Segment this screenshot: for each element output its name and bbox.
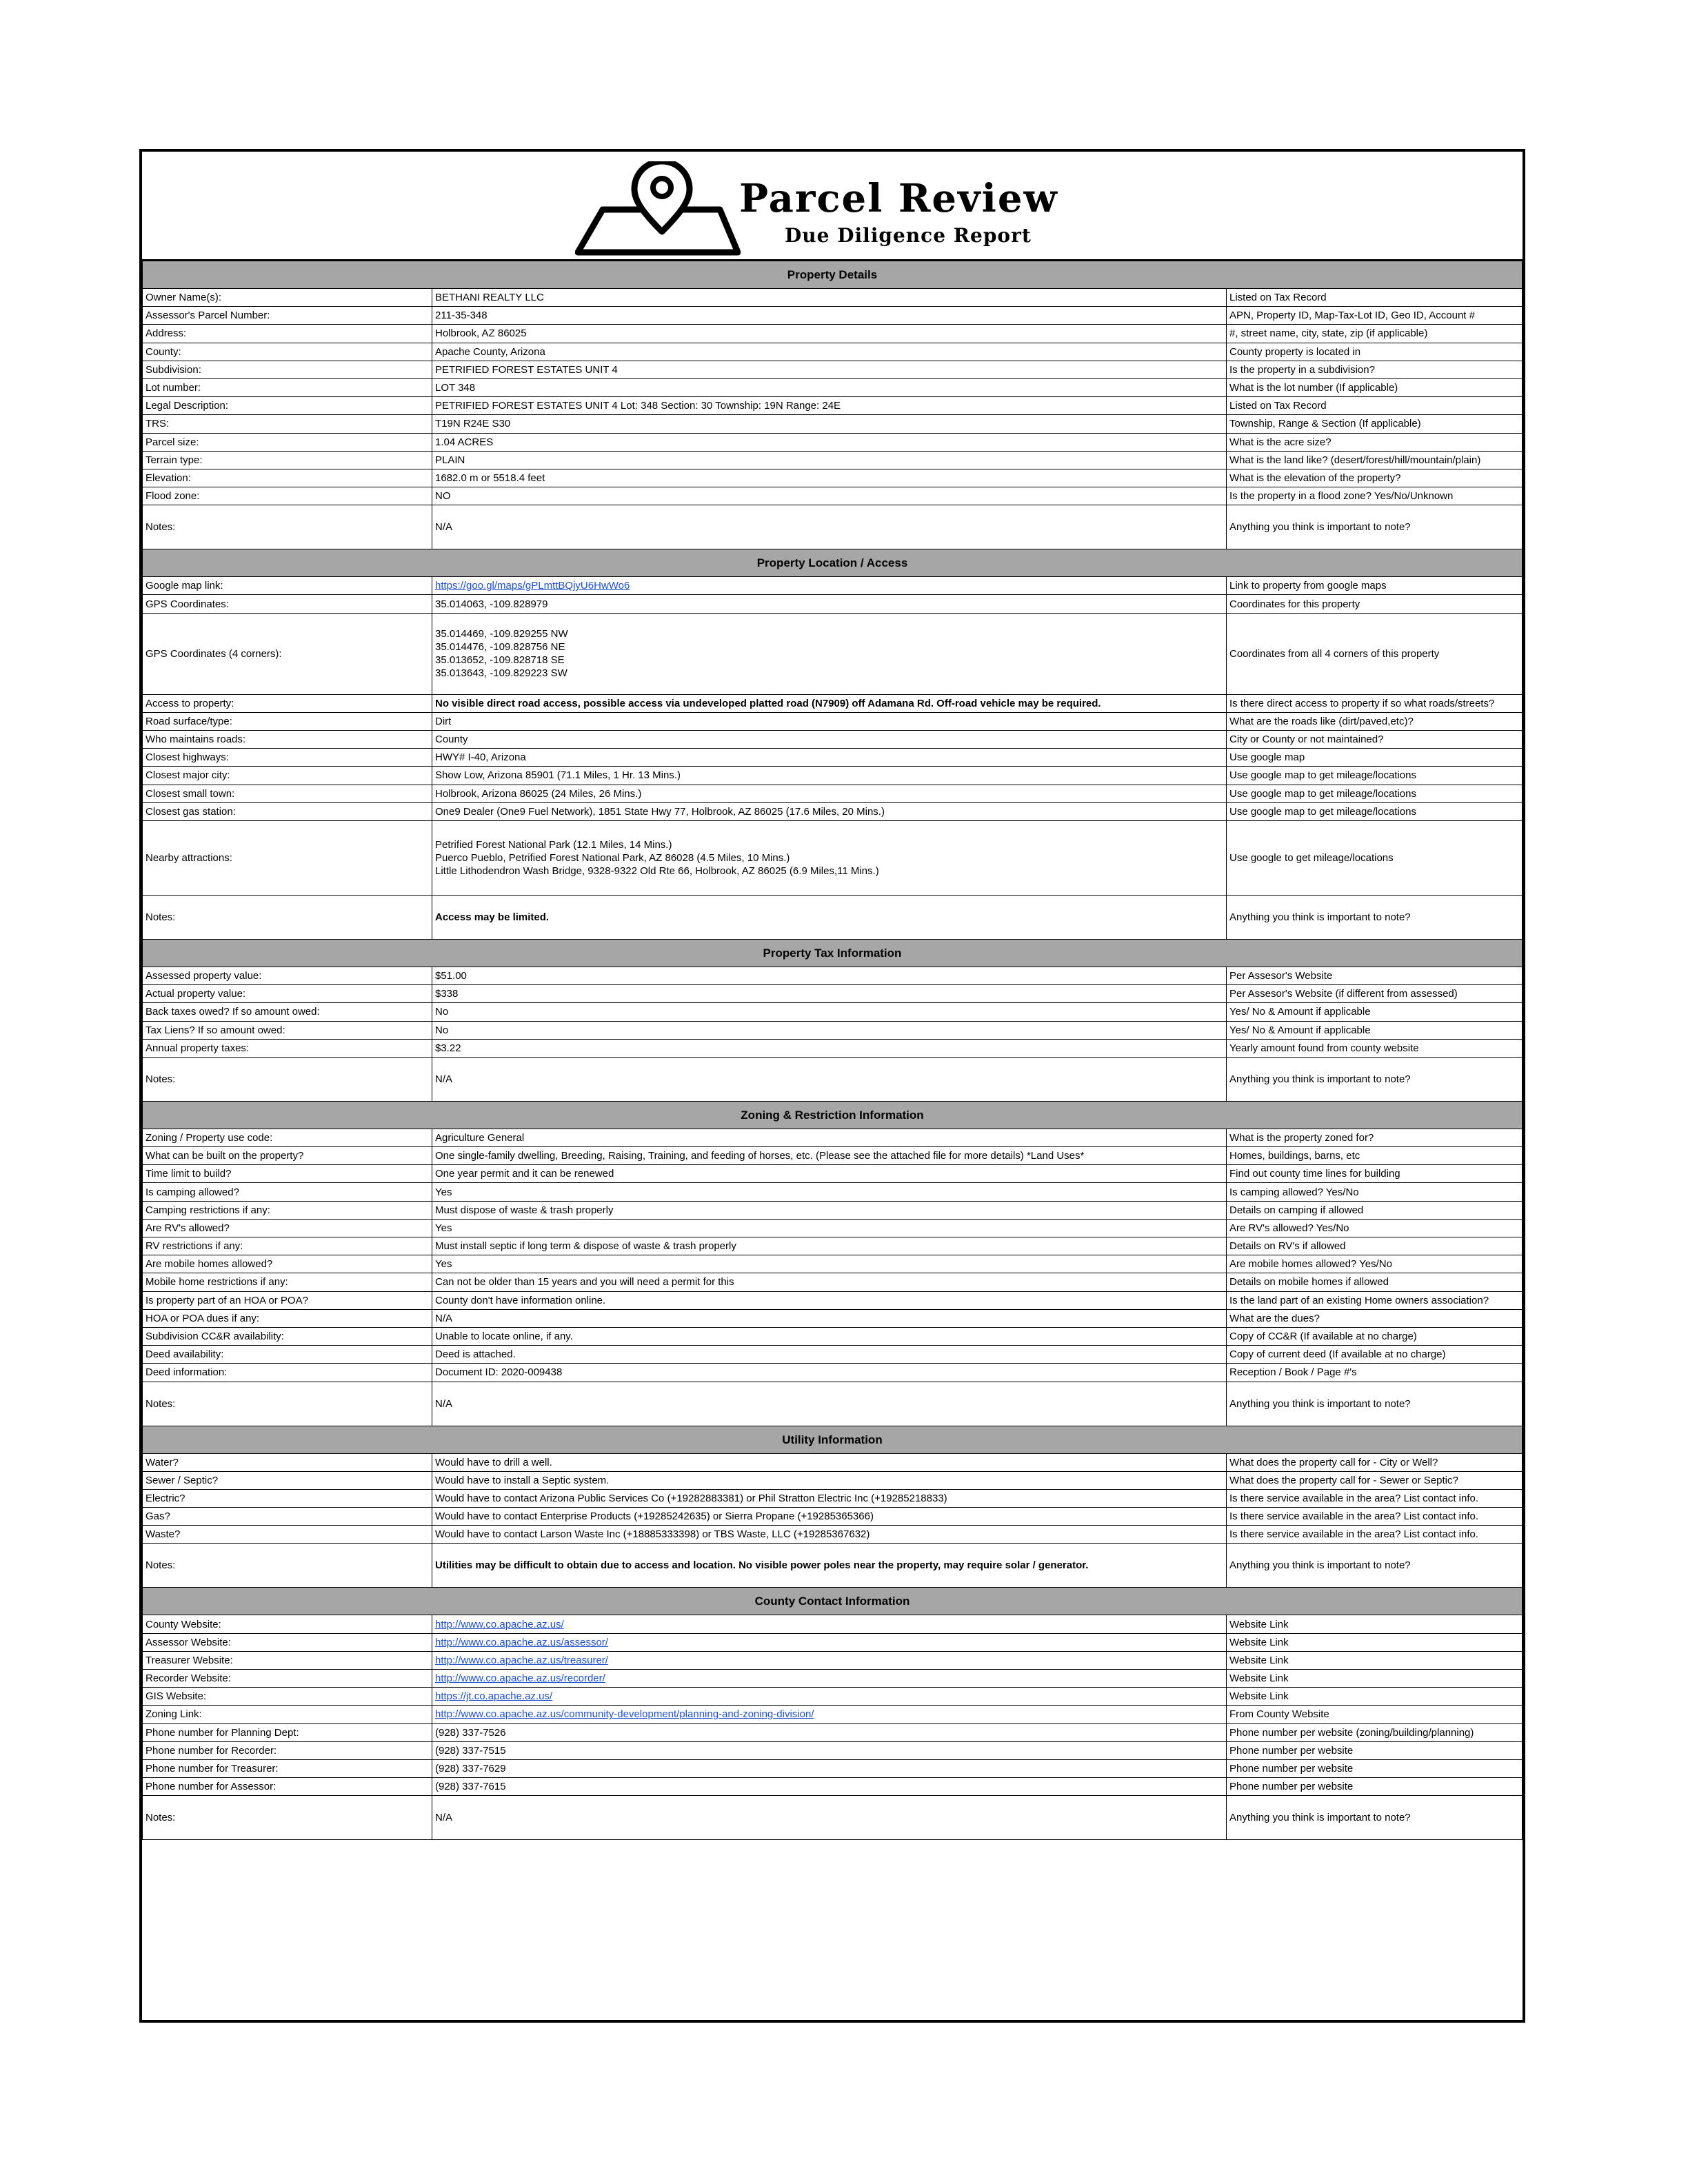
row-hint: Coordinates for this property <box>1227 595 1523 613</box>
map-pin-icon <box>575 161 741 258</box>
row-label: Who maintains roads: <box>143 731 432 749</box>
section-header <box>143 1426 1523 1453</box>
table-row <box>143 307 1523 325</box>
row-label: Phone number for Recorder: <box>143 1741 432 1759</box>
table-row <box>143 967 1523 984</box>
row-label: Lot number: <box>143 378 432 396</box>
table-row <box>143 1021 1523 1039</box>
row-label: Are RV's allowed? <box>143 1219 432 1237</box>
row-hint: Use google map to get mileage/locations <box>1227 767 1523 785</box>
row-value: No <box>432 1021 1227 1039</box>
table-row <box>143 1327 1523 1345</box>
table-row <box>143 895 1523 939</box>
row-label: RV restrictions if any: <box>143 1237 432 1255</box>
row-value: Can not be older than 15 years and you will need a permit for this <box>432 1273 1227 1291</box>
row-value: Yes <box>432 1183 1227 1201</box>
row-label: Owner Name(s): <box>143 289 432 307</box>
row-label: Waste? <box>143 1526 432 1544</box>
row-label: Is property part of an HOA or POA? <box>143 1291 432 1309</box>
brand-subtitle: Due Diligence Report <box>785 224 1032 247</box>
row-label: Actual property value: <box>143 985 432 1003</box>
table-row <box>143 1039 1523 1057</box>
row-label: Subdivision: <box>143 361 432 378</box>
row-hint: Per Assesor's Website (if different from assessed) <box>1227 985 1523 1003</box>
row-label: Flood zone: <box>143 487 432 505</box>
row-label: Treasurer Website: <box>143 1651 432 1669</box>
table-row <box>143 1544 1523 1588</box>
row-value: 35.014469, -109.829255 NW 35.014476, -109.828756 NE 35.013652, -109.828718 SE 35.013643, -109.829223 SW <box>432 613 1227 694</box>
row-hint: Phone number per website <box>1227 1741 1523 1759</box>
row-label: Tax Liens? If so amount owed: <box>143 1021 432 1039</box>
section-title: Zoning & Restriction Information <box>143 1101 1523 1129</box>
row-label: Notes: <box>143 895 432 939</box>
row-label: Annual property taxes: <box>143 1039 432 1057</box>
row-hint: Are mobile homes allowed? Yes/No <box>1227 1255 1523 1273</box>
row-value: Petrified Forest National Park (12.1 Miles, 14 Mins.) Puerco Pueblo, Petrified Forest National Park, AZ 86028 (4.5 Miles, 10 Mins.) Little Lithodendron Wash Bridge, 9328-9322 Old Rte 66, Holbrook, AZ 86025 (6.9 Miles,11 Mins.) <box>432 820 1227 895</box>
row-label: Notes: <box>143 1796 432 1840</box>
row-label: Closest small town: <box>143 785 432 802</box>
row-label: Assessor's Parcel Number: <box>143 307 432 325</box>
row-value-link[interactable]: https://jt.co.apache.az.us/ <box>435 1690 553 1703</box>
table-row <box>143 1273 1523 1291</box>
row-hint: Phone number per website <box>1227 1778 1523 1796</box>
table-row <box>143 1526 1523 1544</box>
row-hint: Find out county time lines for building <box>1227 1165 1523 1183</box>
row-hint: Anything you think is important to note? <box>1227 505 1523 549</box>
table-row <box>143 785 1523 802</box>
table-row <box>143 820 1523 895</box>
row-hint: Is there service available in the area? List contact info. <box>1227 1508 1523 1526</box>
row-label: Deed availability: <box>143 1346 432 1364</box>
row-value: Document ID: 2020-009438 <box>432 1364 1227 1382</box>
table-row <box>143 397 1523 415</box>
row-value: No <box>432 1003 1227 1021</box>
section-title: Property Tax Information <box>143 939 1523 967</box>
row-value: N/A <box>432 1382 1227 1426</box>
row-label: Gas? <box>143 1508 432 1526</box>
row-label: Back taxes owed? If so amount owed: <box>143 1003 432 1021</box>
row-hint: Is the land part of an existing Home owners association? <box>1227 1291 1523 1309</box>
row-hint: Yearly amount found from county website <box>1227 1039 1523 1057</box>
row-label: Nearby attractions: <box>143 820 432 895</box>
row-label: Phone number for Assessor: <box>143 1778 432 1796</box>
row-hint: Details on RV's if allowed <box>1227 1237 1523 1255</box>
row-label: Parcel size: <box>143 433 432 451</box>
row-label: Address: <box>143 325 432 343</box>
section-title: County Contact Information <box>143 1588 1523 1615</box>
row-value-link[interactable]: https://goo.gl/maps/gPLmttBQjyU6HwWo6 <box>435 580 630 592</box>
row-hint: Reception / Book / Page #'s <box>1227 1364 1523 1382</box>
table-row <box>143 1382 1523 1426</box>
row-hint: Website Link <box>1227 1615 1523 1633</box>
table-row <box>143 1057 1523 1101</box>
row-hint: Copy of CC&R (If available at no charge) <box>1227 1327 1523 1345</box>
row-hint: Copy of current deed (If available at no charge) <box>1227 1346 1523 1364</box>
row-value: Yes <box>432 1255 1227 1273</box>
row-value: County don't have information online. <box>432 1291 1227 1309</box>
row-hint: Is there direct access to property if so what roads/streets? <box>1227 694 1523 712</box>
row-label: Access to property: <box>143 694 432 712</box>
row-value: Show Low, Arizona 85901 (71.1 Miles, 1 Hr. 13 Mins.) <box>432 767 1227 785</box>
row-hint: Phone number per website (zoning/building/planning) <box>1227 1723 1523 1741</box>
table-row <box>143 1364 1523 1382</box>
row-label: Closest gas station: <box>143 802 432 820</box>
table-row <box>143 767 1523 785</box>
row-label: Closest major city: <box>143 767 432 785</box>
row-hint: Listed on Tax Record <box>1227 289 1523 307</box>
row-value: Would have to contact Enterprise Products (+19285242635) or Sierra Propane (+19285365366) <box>432 1508 1227 1526</box>
table-row <box>143 1489 1523 1507</box>
section-header <box>143 1101 1523 1129</box>
row-value-cell <box>432 1651 1227 1669</box>
row-value-cell <box>432 1688 1227 1706</box>
row-hint: What is the acre size? <box>1227 433 1523 451</box>
table-row <box>143 1741 1523 1759</box>
table-row <box>143 289 1523 307</box>
row-hint: APN, Property ID, Map-Tax-Lot ID, Geo ID, Account # <box>1227 307 1523 325</box>
section-header <box>143 261 1523 289</box>
row-value: (928) 337-7629 <box>432 1759 1227 1777</box>
row-hint: Is the property in a flood zone? Yes/No/Unknown <box>1227 487 1523 505</box>
row-hint: Are RV's allowed? Yes/No <box>1227 1219 1523 1237</box>
row-value: 211-35-348 <box>432 307 1227 325</box>
row-label: GIS Website: <box>143 1688 432 1706</box>
row-hint: Link to property from google maps <box>1227 577 1523 595</box>
row-label: GPS Coordinates: <box>143 595 432 613</box>
row-hint: What is the lot number (If applicable) <box>1227 378 1523 396</box>
row-label: HOA or POA dues if any: <box>143 1309 432 1327</box>
row-hint: Details on camping if allowed <box>1227 1201 1523 1219</box>
report-table <box>142 261 1523 1840</box>
row-hint: #, street name, city, state, zip (if applicable) <box>1227 325 1523 343</box>
table-row <box>143 505 1523 549</box>
table-row <box>143 694 1523 712</box>
row-label: Closest highways: <box>143 749 432 767</box>
row-value: Holbrook, Arizona 86025 (24 Miles, 26 Mins.) <box>432 785 1227 802</box>
table-row <box>143 1201 1523 1219</box>
row-value: PETRIFIED FOREST ESTATES UNIT 4 Lot: 348 Section: 30 Township: 19N Range: 24E <box>432 397 1227 415</box>
table-row <box>143 451 1523 469</box>
row-label: Are mobile homes allowed? <box>143 1255 432 1273</box>
table-row <box>143 1309 1523 1327</box>
row-value: $51.00 <box>432 967 1227 984</box>
table-row <box>143 325 1523 343</box>
table-row <box>143 985 1523 1003</box>
row-value: One9 Dealer (One9 Fuel Network), 1851 State Hwy 77, Holbrook, AZ 86025 (17.6 Miles, 20 Mins.) <box>432 802 1227 820</box>
row-label: Notes: <box>143 1382 432 1426</box>
row-label: Recorder Website: <box>143 1670 432 1688</box>
table-row <box>143 361 1523 378</box>
row-value-cell <box>432 1670 1227 1688</box>
row-value-link[interactable]: http://www.co.apache.az.us/community-development/planning-and-zoning-division/ <box>435 1708 814 1721</box>
row-hint: Phone number per website <box>1227 1759 1523 1777</box>
row-value: (928) 337-7526 <box>432 1723 1227 1741</box>
row-label: Google map link: <box>143 577 432 595</box>
row-hint: What is the land like? (desert/forest/hill/mountain/plain) <box>1227 451 1523 469</box>
row-value: Apache County, Arizona <box>432 343 1227 361</box>
row-value: One single-family dwelling, Breeding, Raising, Training, and feeding of horses, etc. (Please see the attached file for more details) *Land Uses* <box>432 1147 1227 1165</box>
row-hint: Anything you think is important to note? <box>1227 895 1523 939</box>
row-value: $338 <box>432 985 1227 1003</box>
row-value-link[interactable]: http://www.co.apache.az.us/ <box>435 1618 564 1630</box>
row-value: Must dispose of waste & trash properly <box>432 1201 1227 1219</box>
row-label: Notes: <box>143 1544 432 1588</box>
row-value: NO <box>432 487 1227 505</box>
row-hint: Anything you think is important to note? <box>1227 1544 1523 1588</box>
row-label: Notes: <box>143 505 432 549</box>
row-hint: What does the property call for - City or Well? <box>1227 1453 1523 1471</box>
row-hint: What is the property zoned for? <box>1227 1129 1523 1146</box>
table-row <box>143 1165 1523 1183</box>
table-row <box>143 487 1523 505</box>
row-value: One year permit and it can be renewed <box>432 1165 1227 1183</box>
row-value-cell <box>432 1706 1227 1723</box>
row-hint: From County Website <box>1227 1706 1523 1723</box>
row-hint: Coordinates from all 4 corners of this property <box>1227 613 1523 694</box>
table-row <box>143 1615 1523 1633</box>
table-row <box>143 1129 1523 1146</box>
row-hint: What are the dues? <box>1227 1309 1523 1327</box>
row-label: Notes: <box>143 1057 432 1101</box>
row-value: County <box>432 731 1227 749</box>
table-row <box>143 1219 1523 1237</box>
row-value: Utilities may be difficult to obtain due to access and location. No visible power poles near the property, may require solar / generator. <box>432 1544 1227 1588</box>
row-label: Sewer / Septic? <box>143 1471 432 1489</box>
row-hint: City or County or not maintained? <box>1227 731 1523 749</box>
row-value: Holbrook, AZ 86025 <box>432 325 1227 343</box>
row-hint: Listed on Tax Record <box>1227 397 1523 415</box>
row-value: Dirt <box>432 712 1227 730</box>
row-value-link[interactable]: http://www.co.apache.az.us/treasurer/ <box>435 1654 608 1666</box>
row-value: (928) 337-7615 <box>432 1778 1227 1796</box>
row-value-link[interactable]: http://www.co.apache.az.us/assessor/ <box>435 1636 608 1648</box>
row-label: Zoning / Property use code: <box>143 1129 432 1146</box>
row-value-link[interactable]: http://www.co.apache.az.us/recorder/ <box>435 1672 605 1685</box>
row-value: No visible direct road access, possible access via undeveloped platted road (N7909) off Adamana Rd. Off-road vehicle may be required. <box>432 694 1227 712</box>
table-row <box>143 802 1523 820</box>
table-row <box>143 1183 1523 1201</box>
table-row <box>143 1688 1523 1706</box>
table-row <box>143 613 1523 694</box>
row-label: Subdivision CC&R availability: <box>143 1327 432 1345</box>
row-label: County: <box>143 343 432 361</box>
row-value: PETRIFIED FOREST ESTATES UNIT 4 <box>432 361 1227 378</box>
row-hint: Anything you think is important to note? <box>1227 1796 1523 1840</box>
table-row <box>143 1003 1523 1021</box>
row-value: Would have to contact Arizona Public Services Co (+19282883381) or Phil Stratton Electric Inc (+19285218833) <box>432 1489 1227 1507</box>
report-body <box>143 261 1523 1840</box>
table-row <box>143 1346 1523 1364</box>
section-title: Utility Information <box>143 1426 1523 1453</box>
section-header <box>143 549 1523 577</box>
row-label: Terrain type: <box>143 451 432 469</box>
row-label: Assessor Website: <box>143 1633 432 1651</box>
row-value: PLAIN <box>432 451 1227 469</box>
table-row <box>143 1237 1523 1255</box>
section-header <box>143 939 1523 967</box>
table-row <box>143 577 1523 595</box>
section-header <box>143 1588 1523 1615</box>
row-label: Assessed property value: <box>143 967 432 984</box>
table-row <box>143 749 1523 767</box>
row-value: Agriculture General <box>432 1129 1227 1146</box>
row-hint: Anything you think is important to note? <box>1227 1382 1523 1426</box>
row-label: Time limit to build? <box>143 1165 432 1183</box>
row-hint: Website Link <box>1227 1651 1523 1669</box>
row-value: (928) 337-7515 <box>432 1741 1227 1759</box>
row-hint: Website Link <box>1227 1670 1523 1688</box>
row-hint: Is there service available in the area? List contact info. <box>1227 1526 1523 1544</box>
table-row <box>143 1759 1523 1777</box>
table-row <box>143 1670 1523 1688</box>
row-hint: Is there service available in the area? List contact info. <box>1227 1489 1523 1507</box>
table-row <box>143 1706 1523 1723</box>
row-hint: Website Link <box>1227 1688 1523 1706</box>
row-label: Phone number for Treasurer: <box>143 1759 432 1777</box>
row-value: Yes <box>432 1219 1227 1237</box>
row-hint: Yes/ No & Amount if applicable <box>1227 1003 1523 1021</box>
row-value: Deed is attached. <box>432 1346 1227 1364</box>
row-hint: What are the roads like (dirt/paved,etc)? <box>1227 712 1523 730</box>
row-label: Elevation: <box>143 469 432 487</box>
row-label: Is camping allowed? <box>143 1183 432 1201</box>
row-value: Would have to install a Septic system. <box>432 1471 1227 1489</box>
row-value: $3.22 <box>432 1039 1227 1057</box>
table-row <box>143 1778 1523 1796</box>
table-row <box>143 595 1523 613</box>
row-label: Phone number for Planning Dept: <box>143 1723 432 1741</box>
row-hint: Is camping allowed? Yes/No <box>1227 1183 1523 1201</box>
row-value: LOT 348 <box>432 378 1227 396</box>
table-row <box>143 712 1523 730</box>
section-title: Property Location / Access <box>143 549 1523 577</box>
row-value: Must install septic if long term & dispose of waste & trash properly <box>432 1237 1227 1255</box>
row-label: What can be built on the property? <box>143 1147 432 1165</box>
row-value: Would have to drill a well. <box>432 1453 1227 1471</box>
row-hint: Is the property in a subdivision? <box>1227 361 1523 378</box>
table-row <box>143 1633 1523 1651</box>
row-value: 1682.0 m or 5518.4 feet <box>432 469 1227 487</box>
row-hint: What is the elevation of the property? <box>1227 469 1523 487</box>
table-row <box>143 1723 1523 1741</box>
row-hint: Yes/ No & Amount if applicable <box>1227 1021 1523 1039</box>
row-label: County Website: <box>143 1615 432 1633</box>
report-frame <box>139 149 1525 2023</box>
row-label: Road surface/type: <box>143 712 432 730</box>
row-hint: Use google map <box>1227 749 1523 767</box>
table-row <box>143 731 1523 749</box>
row-label: Legal Description: <box>143 397 432 415</box>
row-label: Zoning Link: <box>143 1706 432 1723</box>
row-value-cell <box>432 1633 1227 1651</box>
table-row <box>143 378 1523 396</box>
row-value: Would have to contact Larson Waste Inc (+18885333398) or TBS Waste, LLC (+19285367632) <box>432 1526 1227 1544</box>
row-value-cell <box>432 577 1227 595</box>
table-row <box>143 1255 1523 1273</box>
row-value: Access may be limited. <box>432 895 1227 939</box>
section-title: Property Details <box>143 261 1523 289</box>
row-hint: Anything you think is important to note? <box>1227 1057 1523 1101</box>
row-hint: Per Assesor's Website <box>1227 967 1523 984</box>
row-value: N/A <box>432 505 1227 549</box>
table-row <box>143 1471 1523 1489</box>
row-hint: Use google map to get mileage/locations <box>1227 802 1523 820</box>
row-label: GPS Coordinates (4 corners): <box>143 613 432 694</box>
brand-title: Parcel Review <box>739 176 1058 221</box>
table-row <box>143 1796 1523 1840</box>
row-label: Electric? <box>143 1489 432 1507</box>
row-hint: Use google map to get mileage/locations <box>1227 785 1523 802</box>
row-value: T19N R24E S30 <box>432 415 1227 433</box>
table-row <box>143 433 1523 451</box>
row-hint: Website Link <box>1227 1633 1523 1651</box>
row-value: N/A <box>432 1796 1227 1840</box>
table-row <box>143 415 1523 433</box>
row-hint: Township, Range & Section (If applicable) <box>1227 415 1523 433</box>
row-label: Camping restrictions if any: <box>143 1201 432 1219</box>
table-row <box>143 1453 1523 1471</box>
row-value: HWY# I-40, Arizona <box>432 749 1227 767</box>
table-row <box>143 1147 1523 1165</box>
row-value: N/A <box>432 1309 1227 1327</box>
row-label: Mobile home restrictions if any: <box>143 1273 432 1291</box>
row-hint: County property is located in <box>1227 343 1523 361</box>
table-row <box>143 1651 1523 1669</box>
report-header <box>142 152 1523 261</box>
table-row <box>143 1291 1523 1309</box>
row-value: BETHANI REALTY LLC <box>432 289 1227 307</box>
row-value: N/A <box>432 1057 1227 1101</box>
row-label: TRS: <box>143 415 432 433</box>
row-value: Unable to locate online, if any. <box>432 1327 1227 1345</box>
row-hint: Details on mobile homes if allowed <box>1227 1273 1523 1291</box>
table-row <box>143 343 1523 361</box>
row-hint: What does the property call for - Sewer or Septic? <box>1227 1471 1523 1489</box>
row-value: 1.04 ACRES <box>432 433 1227 451</box>
row-hint: Use google to get mileage/locations <box>1227 820 1523 895</box>
table-row <box>143 469 1523 487</box>
table-row <box>143 1508 1523 1526</box>
row-label: Water? <box>143 1453 432 1471</box>
row-label: Deed information: <box>143 1364 432 1382</box>
row-value: 35.014063, -109.828979 <box>432 595 1227 613</box>
row-value-cell <box>432 1615 1227 1633</box>
row-hint: Homes, buildings, barns, etc <box>1227 1147 1523 1165</box>
